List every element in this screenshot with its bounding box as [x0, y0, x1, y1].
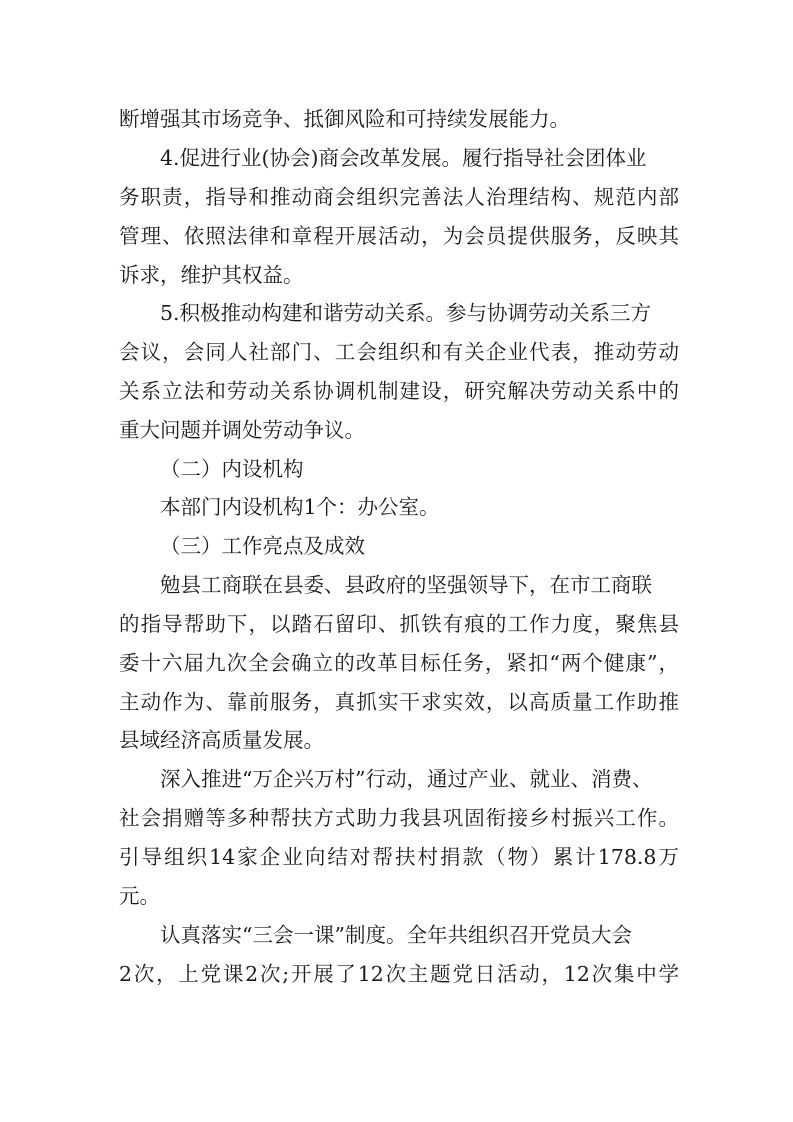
paragraph-line: 主动作为、靠前服务，真抓实干求实效，以高质量工作助推 [119, 690, 679, 714]
paragraph-line: 会议，会同人社部门、工会组织和有关企业代表，推动劳动 [119, 340, 679, 364]
paragraph-line: 引导组织14家企业向结对帮扶村捐款（物）累计178.8万 [119, 845, 679, 869]
paragraph-line: 本部门内设机构1个：办公室。 [160, 495, 440, 519]
paragraph-line: 重大问题并调处劳动争议。 [119, 418, 365, 442]
section-heading: （三）工作亮点及成效 [160, 534, 365, 558]
paragraph-line: 认真落实“三会一课”制度。全年共组织召开党员大会 [160, 923, 632, 947]
paragraph-line: 的指导帮助下，以踏石留印、抓铁有痕的工作力度，聚焦县 [119, 612, 679, 636]
paragraph-line: 管理、依照法律和章程开展活动，为会员提供服务，反映其 [119, 224, 679, 248]
paragraph-line: 县域经济高质量发展。 [119, 728, 324, 752]
paragraph-line: 断增强其市场竞争、抵御风险和可持续发展能力。 [119, 107, 570, 131]
paragraph-line: 委十六届九次全会确立的改革目标任务，紧扣“两个健康”， [119, 651, 679, 675]
paragraph-line: 5.积极推动构建和谐劳动关系。参与协调劳动关系三方 [160, 301, 652, 325]
paragraph-line: 社会捐赠等多种帮扶方式助力我县巩固衔接乡村振兴工作。 [119, 806, 679, 830]
paragraph-line: 诉求，维护其权益。 [119, 263, 304, 287]
paragraph-line: 关系立法和劳动关系协调机制建设，研究解决劳动关系中的 [119, 379, 679, 403]
paragraph-line: 务职责，指导和推动商会组织完善法人治理结构、规范内部 [119, 185, 679, 209]
section-heading: （二）内设机构 [160, 457, 304, 481]
paragraph-line: 勉县工商联在县委、县政府的坚强领导下，在市工商联 [160, 573, 652, 597]
paragraph-line: 元。 [119, 884, 160, 908]
paragraph-line: 4.促进行业(协会)商会改革发展。履行指导社会团体业 [160, 146, 647, 170]
paragraph-line: 2次，上党课2次;开展了12次主题党日活动，12次集中学 [119, 962, 679, 986]
paragraph-line: 深入推进“万企兴万村”行动，通过产业、就业、消费、 [160, 767, 653, 791]
